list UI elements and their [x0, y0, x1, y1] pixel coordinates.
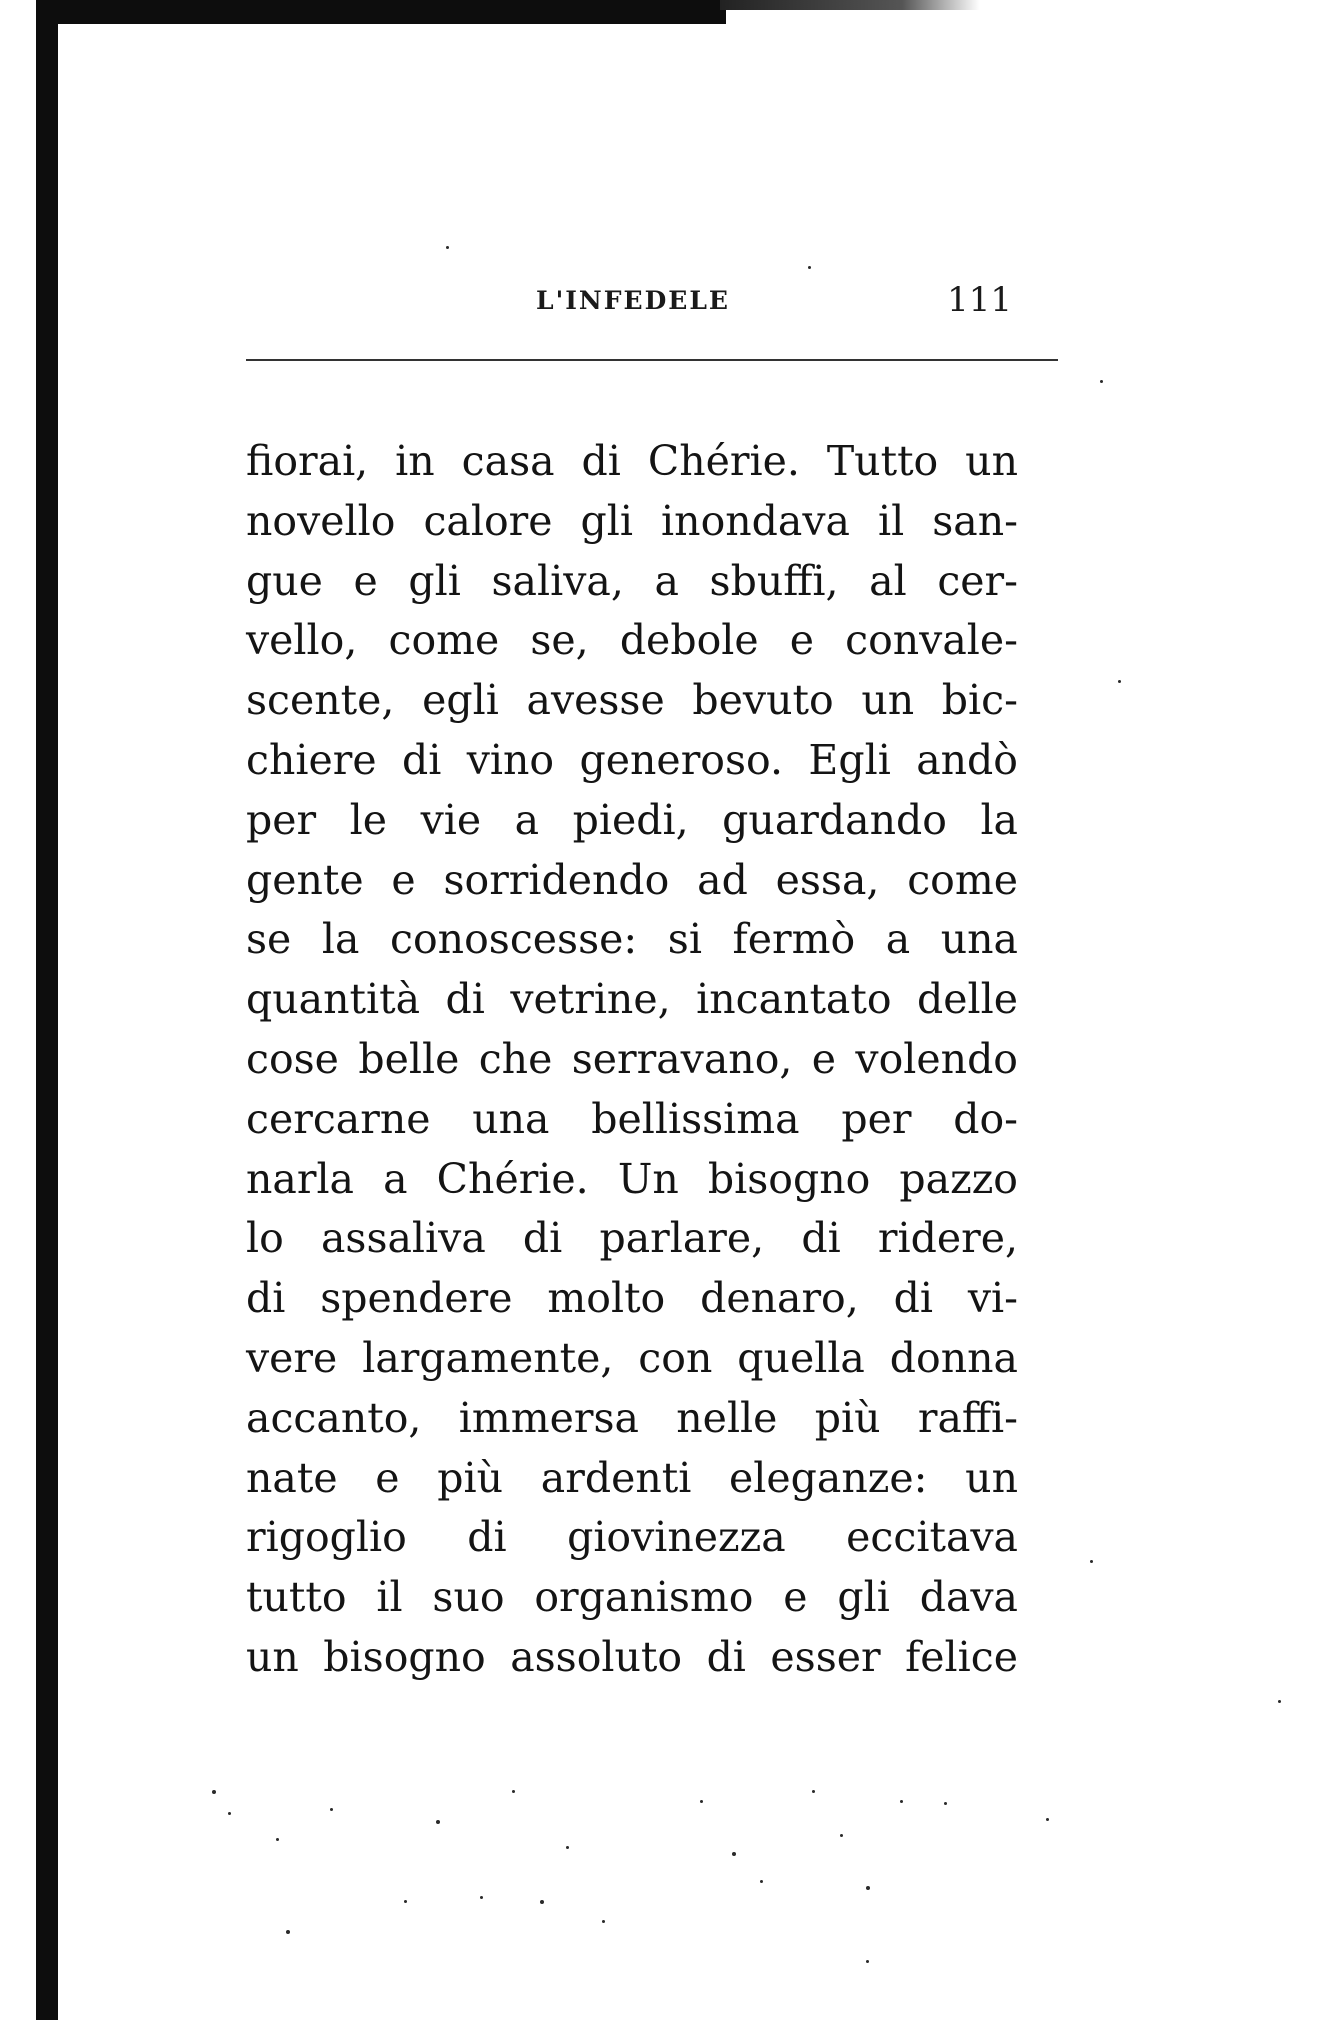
text-line: cose belle che serravano, e volendo	[246, 1034, 1018, 1083]
body-text	[246, 432, 1018, 1688]
text-line: di spendere molto denaro, di vi-	[246, 1274, 1018, 1323]
text-line: rigoglio di giovinezza eccitava	[246, 1513, 1018, 1562]
text-line: narla a Chérie. Un bisogno pazzo	[246, 1154, 1018, 1203]
running-title: L'INFEDELE	[536, 286, 730, 315]
text-line: nate e più ardenti eleganze: un	[246, 1453, 1018, 1502]
text-line: scente, egli avesse bevuto un bic-	[246, 676, 1018, 725]
running-header	[248, 280, 1020, 326]
text-line: vello, come se, debole e convale-	[246, 616, 1018, 665]
text-line: gente e sorridendo ad essa, come	[246, 855, 1018, 904]
text-line: lo assaliva di parlare, di ridere,	[246, 1214, 1018, 1263]
text-line: se la conoscesse: si fermò a una	[246, 915, 1018, 964]
text-line: gue e gli saliva, a sbuffi, al cer-	[246, 556, 1018, 605]
text-line: cercarne una bellissima per do-	[246, 1094, 1018, 1143]
header-rule	[246, 359, 1058, 361]
page-number: 111	[947, 280, 1012, 320]
text-line: per le vie a piedi, guardando la	[246, 795, 1018, 844]
scan-edge-top-taper	[720, 0, 980, 10]
text-line: un bisogno assoluto di esser felice	[246, 1632, 1018, 1681]
text-line: quantità di vetrine, incantato delle	[246, 975, 1018, 1024]
text-line: tutto il suo organismo e gli dava	[246, 1573, 1018, 1622]
text-line: fiorai, in casa di Chérie. Tutto un	[246, 437, 1018, 485]
scan-edge-top	[36, 0, 726, 24]
text-line: novello calore gli inondava il san-	[246, 496, 1018, 545]
scan-edge-left	[36, 0, 58, 2020]
text-line: vere largamente, con quella donna	[246, 1333, 1018, 1382]
text-line: chiere di vino generoso. Egli andò	[246, 735, 1018, 784]
text-line: accanto, immersa nelle più raffi-	[246, 1393, 1018, 1442]
